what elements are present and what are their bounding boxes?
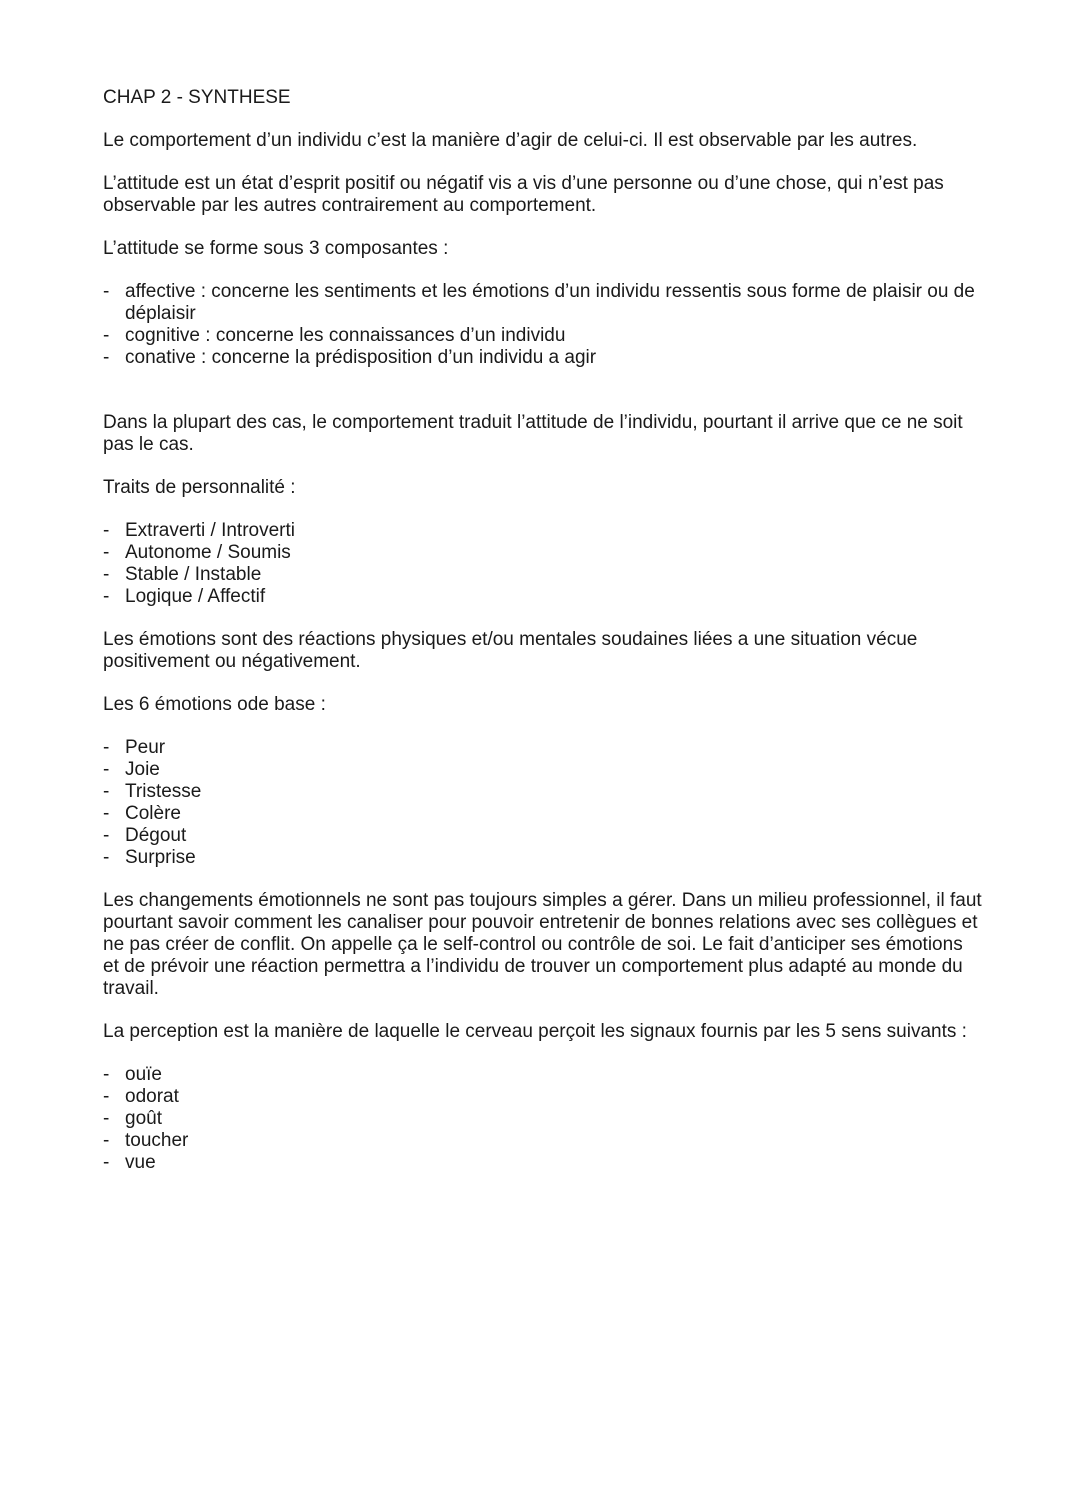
list-item <box>103 564 983 586</box>
paragraph-plupart: Dans la plupart des cas, le comportement traduit l’attitude de l’individu, pourtant il arrive que ce ne soit pas le cas. <box>103 412 963 455</box>
list-item-text: odorat <box>125 1086 179 1107</box>
list-item-text: Stable / Instable <box>125 564 262 585</box>
list-item <box>103 803 983 825</box>
list-item <box>103 759 983 781</box>
list-item <box>103 281 983 325</box>
dash-marker: - <box>103 1086 110 1107</box>
paragraph-comportement: Le comportement d’un individu c’est la manière d’agir de celui-ci. Il est observable par les autres. <box>103 130 918 151</box>
document-title: CHAP 2 - SYNTHESE <box>103 87 291 108</box>
dash-marker: - <box>103 781 110 802</box>
dash-marker: - <box>103 564 110 585</box>
dash-marker: - <box>103 347 110 368</box>
dash-marker: - <box>103 1064 110 1085</box>
list-item-text: conative : concerne la prédisposition d’un individu a agir <box>125 347 597 368</box>
list-item <box>103 737 983 759</box>
list-item-text: Peur <box>125 737 166 758</box>
list-emotions <box>103 737 983 869</box>
list-item <box>103 825 983 847</box>
list-item <box>103 1130 983 1152</box>
paragraph-traits-intro: Traits de personnalité : <box>103 477 296 498</box>
dash-marker: - <box>103 542 110 563</box>
paragraph-emotions-intro: Les 6 émotions ode base : <box>103 694 326 715</box>
document-page <box>103 87 983 1195</box>
paragraph-perception: La perception est la manière de laquelle le cerveau perçoit les signaux fournis par les 5 sens suivants : <box>103 1021 967 1042</box>
paragraph-composantes-intro: L’attitude se forme sous 3 composantes : <box>103 238 449 259</box>
list-item <box>103 1152 983 1174</box>
dash-marker: - <box>103 325 110 346</box>
dash-marker: - <box>103 1130 110 1151</box>
list-item <box>103 847 983 869</box>
list-item <box>103 347 983 369</box>
dash-marker: - <box>103 1152 110 1173</box>
list-item <box>103 1086 983 1108</box>
paragraph-attitude: L’attitude est un état d’esprit positif ou négatif vis a vis d’une personne ou d’une chose, qui n’est pas observable par les autres contrairement au comportement. <box>103 173 944 216</box>
dash-marker: - <box>103 759 110 780</box>
list-item <box>103 542 983 564</box>
list-composantes <box>103 281 983 369</box>
list-item <box>103 781 983 803</box>
list-item-text: vue <box>125 1152 156 1173</box>
list-item <box>103 1108 983 1130</box>
list-item-text: Dégout <box>125 825 187 846</box>
list-item-text: Surprise <box>125 847 196 868</box>
dash-marker: - <box>103 737 110 758</box>
list-item-text: goût <box>125 1108 162 1129</box>
paragraph-changements: Les changements émotionnels ne sont pas toujours simples a gérer. Dans un milieu professionnel, il faut pourtant savoir comment les canaliser pour pouvoir entretenir de bonnes relations avec ses collègues et ne pas créer de conflit. On appelle ça le self-control ou contrôle de soi. Le fait d’anticiper ses émotions et de prévoir une réaction permettra a l’individu de trouver un comportement plus adapté au monde du travail. <box>103 890 982 999</box>
list-item-text: toucher <box>125 1130 189 1151</box>
dash-marker: - <box>103 1108 110 1129</box>
dash-marker: - <box>103 281 110 302</box>
list-sens <box>103 1064 983 1174</box>
list-item <box>103 1064 983 1086</box>
list-item <box>103 520 983 542</box>
list-item-text: ouïe <box>125 1064 162 1085</box>
list-item-text: Extraverti / Introverti <box>125 520 295 541</box>
paragraph-emotions: Les émotions sont des réactions physiques et/ou mentales soudaines liées a une situation vécue positivement ou négativement. <box>103 629 918 672</box>
dash-marker: - <box>103 847 110 868</box>
dash-marker: - <box>103 825 110 846</box>
list-item <box>103 325 983 347</box>
dash-marker: - <box>103 803 110 824</box>
list-item <box>103 586 983 608</box>
list-item-text: affective : concerne les sentiments et les émotions d’un individu ressentis sous forme de plaisir ou de déplaisir <box>125 281 975 324</box>
list-item-text: Joie <box>125 759 160 780</box>
dash-marker: - <box>103 586 110 607</box>
list-item-text: Tristesse <box>125 781 202 802</box>
list-item-text: cognitive : concerne les connaissances d’un individu <box>125 325 566 346</box>
spacer <box>103 390 983 412</box>
list-item-text: Logique / Affectif <box>125 586 266 607</box>
list-traits <box>103 520 983 608</box>
list-item-text: Autonome / Soumis <box>125 542 291 563</box>
list-item-text: Colère <box>125 803 181 824</box>
dash-marker: - <box>103 520 110 541</box>
